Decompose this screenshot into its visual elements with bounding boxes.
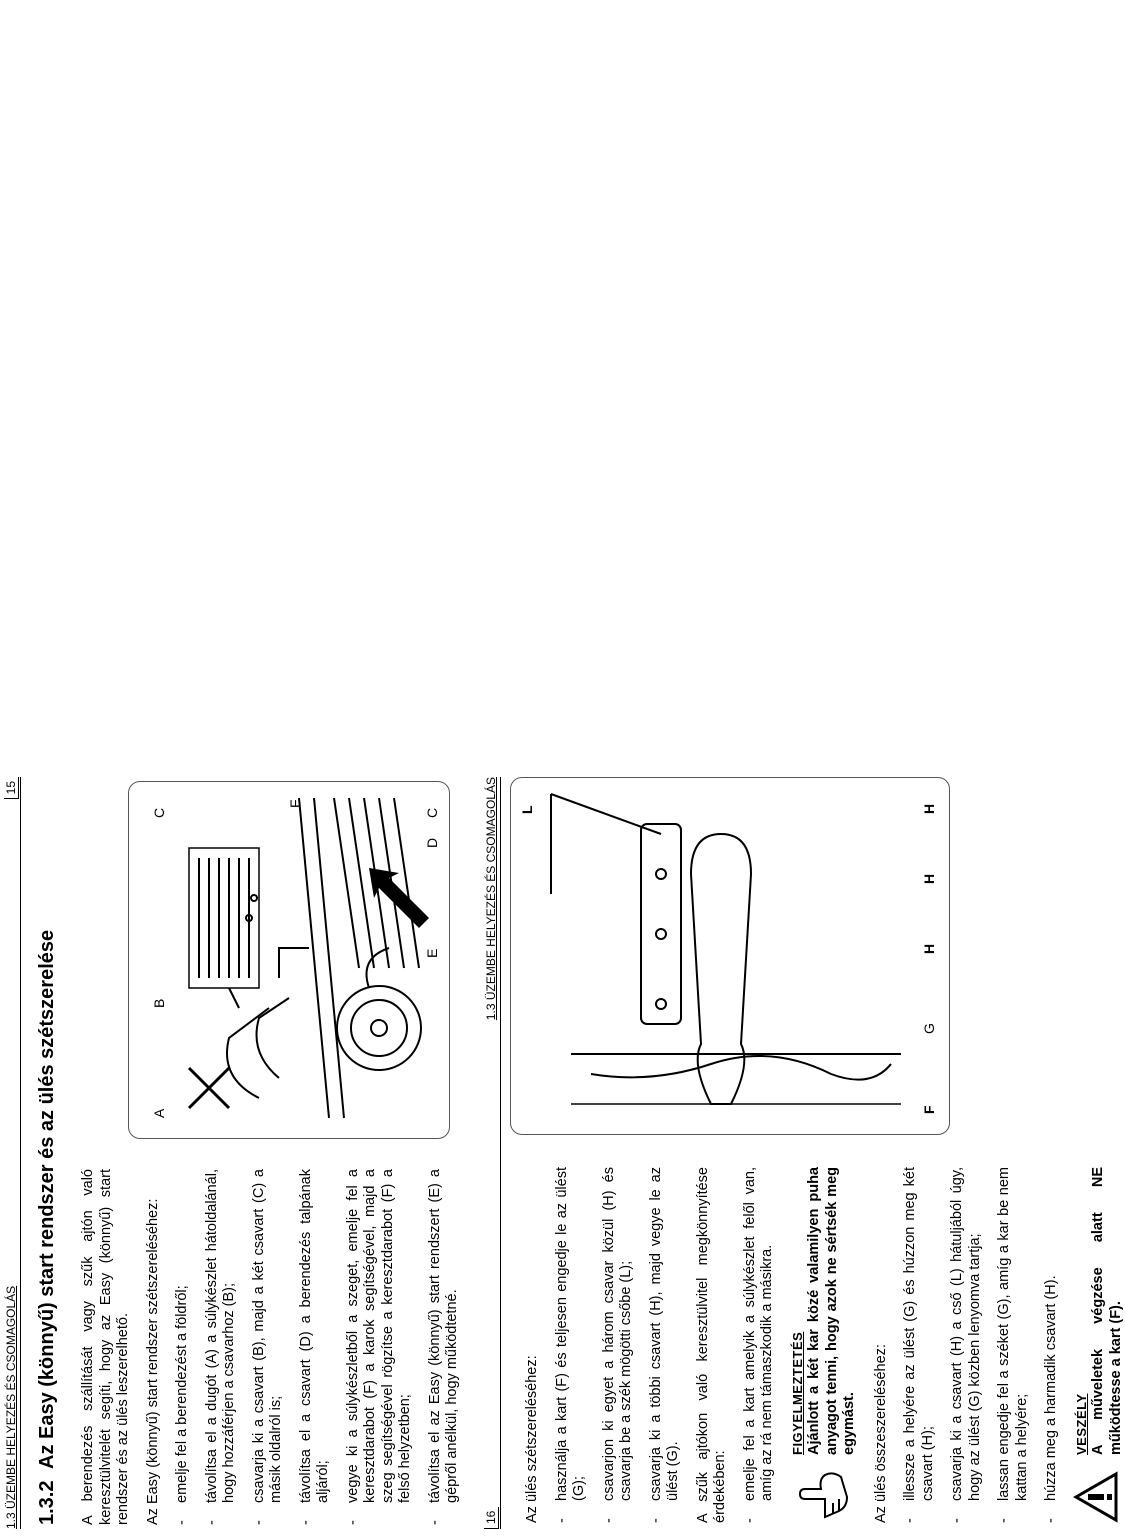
warning-box (789, 1167, 859, 1523)
step-item: - illessze a helyére az ülést (G) és húzzon meg két csavart (H); (902, 1167, 936, 1523)
header-rule (500, 777, 501, 1529)
section-title-text: Az Easy (könnyű) start rendszer és az ülés szétszerelése (36, 929, 58, 1469)
fig-label-f: F (287, 799, 303, 808)
header-label: 1.3 ÜZEMBE HELYEZÉS ÉS CSOMAGOLÁS (4, 1285, 18, 1529)
easy-start-figure (128, 781, 450, 1139)
step-item: - húzza meg a harmadik csavart (H). (1043, 1275, 1059, 1523)
step-item: - emelje fel a kart amelyik a súlykészlet felől van, amíg az rá nem támaszkodik a másikra. (741, 1167, 775, 1523)
left-text-column (80, 1169, 474, 1525)
cross-mark-icon (189, 1068, 229, 1108)
fig-label-c2: C (424, 807, 440, 818)
section-number: 1.3.2 (36, 1480, 58, 1525)
fig-label-l: L (519, 805, 535, 814)
step-item: - lassan engedje fel a széket (G), amíg a kar be nem kattan a helyére; (996, 1167, 1030, 1523)
fig-label-g: G (921, 1023, 937, 1034)
step-item: - csavarja ki a csavart (B), majd a két csavart (C) a másik oldalról is; (250, 1169, 284, 1525)
step-item: - emelje fel a berendezést a földről; (174, 1285, 190, 1525)
step-item: - csavarja ki a többi csavart (H), majd vegye le az ülést (G). (647, 1167, 681, 1523)
danger-body: A műveletek végzése alatt NE működtesse a kart (F). (1090, 1167, 1124, 1455)
easy-start-subhead: Az Easy (könnyű) start rendszer szétszereléséhez: (144, 1198, 161, 1525)
right-text-column (524, 1167, 1125, 1523)
page-16 (480, 769, 1124, 1537)
danger-box (1073, 1167, 1125, 1523)
intro-paragraph: A berendezés szállítását vagy szűk ajtón való keresztülvitelét segíti, hogy az Easy (könnyű) start rendszer és az ülés leszerelhető. (80, 1169, 131, 1525)
section-title (36, 930, 59, 1525)
seat-illustration (511, 778, 949, 1134)
narrow-door-text: A szűk ajtókon való keresztülvitel megkönnyítése érdekében: (694, 1167, 728, 1523)
fig-label-h1: H (921, 943, 937, 954)
step-item: - vegye ki a súlykészletből a szeget, emelje fel a keresztdarabot (F) a karok segítségével, majd a szeg segítségével rögzítse a keresztdarabot (F) a felső helyzetben; (344, 1169, 413, 1525)
fig-label-e: E (424, 948, 440, 958)
header-label: 1.3 ÜZEMBE HELYEZÉS ÉS CSOMAGOLÁS (484, 777, 498, 1021)
pointing-hand-icon (795, 1467, 851, 1523)
fig-label-b: B (151, 998, 167, 1008)
header-rule (20, 777, 21, 1529)
seat-assembly-heading: Az ülés összeszereléséhez: (872, 1344, 889, 1523)
fig-label-h2: H (921, 873, 937, 884)
fig-label-a: A (151, 1108, 167, 1118)
page-number: 15 (4, 777, 19, 799)
fig-label-c: C (151, 807, 167, 818)
fig-label-f: F (921, 1105, 937, 1114)
step-item: - csavarja ki a csavart (H) a cső (L) hátuljából úgy, hogy az ülést (G) közben lenyomva tartja; (949, 1167, 983, 1523)
warning-body: Ajánlott a két kar közé valamilyen puha anyagot tenni, hogy azok ne sértsék meg egymást. (806, 1167, 857, 1455)
page-15 (0, 769, 480, 1537)
step-item: - használja a kart (F) és teljesen engedje le az ülést (G); (553, 1167, 587, 1523)
warning-title: FIGYELMEZTETÉS (789, 1331, 805, 1455)
step-item: - távolítsa el az Easy (könnyű) start rendszert (E) a gépről anélkül, hogy működtetné. (426, 1169, 460, 1525)
page-header (484, 777, 500, 1529)
step-item: - távolítsa el a csavart (D) a berendezés talpának aljáról; (297, 1169, 331, 1525)
warning-triangle-icon (1073, 1471, 1119, 1523)
easy-start-illustration (129, 782, 449, 1138)
page-number: 16 (484, 1507, 499, 1529)
seat-disassembly-heading: Az ülés szétszereléséhez: (524, 1355, 540, 1523)
fig-label-h3: H (921, 803, 937, 814)
seat-figure (510, 777, 950, 1135)
page-header (4, 777, 20, 1529)
step-item: - csavarjon ki egyet a három csavar közül (H) és csavarja be a szék mögötti csőbe (L); (600, 1167, 634, 1523)
step-item: - távolítsa el a dugót (A) a súlykészlet hátoldalánál, hogy hozzáférjen a csavarhoz (B); (203, 1169, 237, 1525)
fig-label-d: D (424, 837, 440, 848)
danger-title: VESZÉLY (1073, 1393, 1089, 1455)
